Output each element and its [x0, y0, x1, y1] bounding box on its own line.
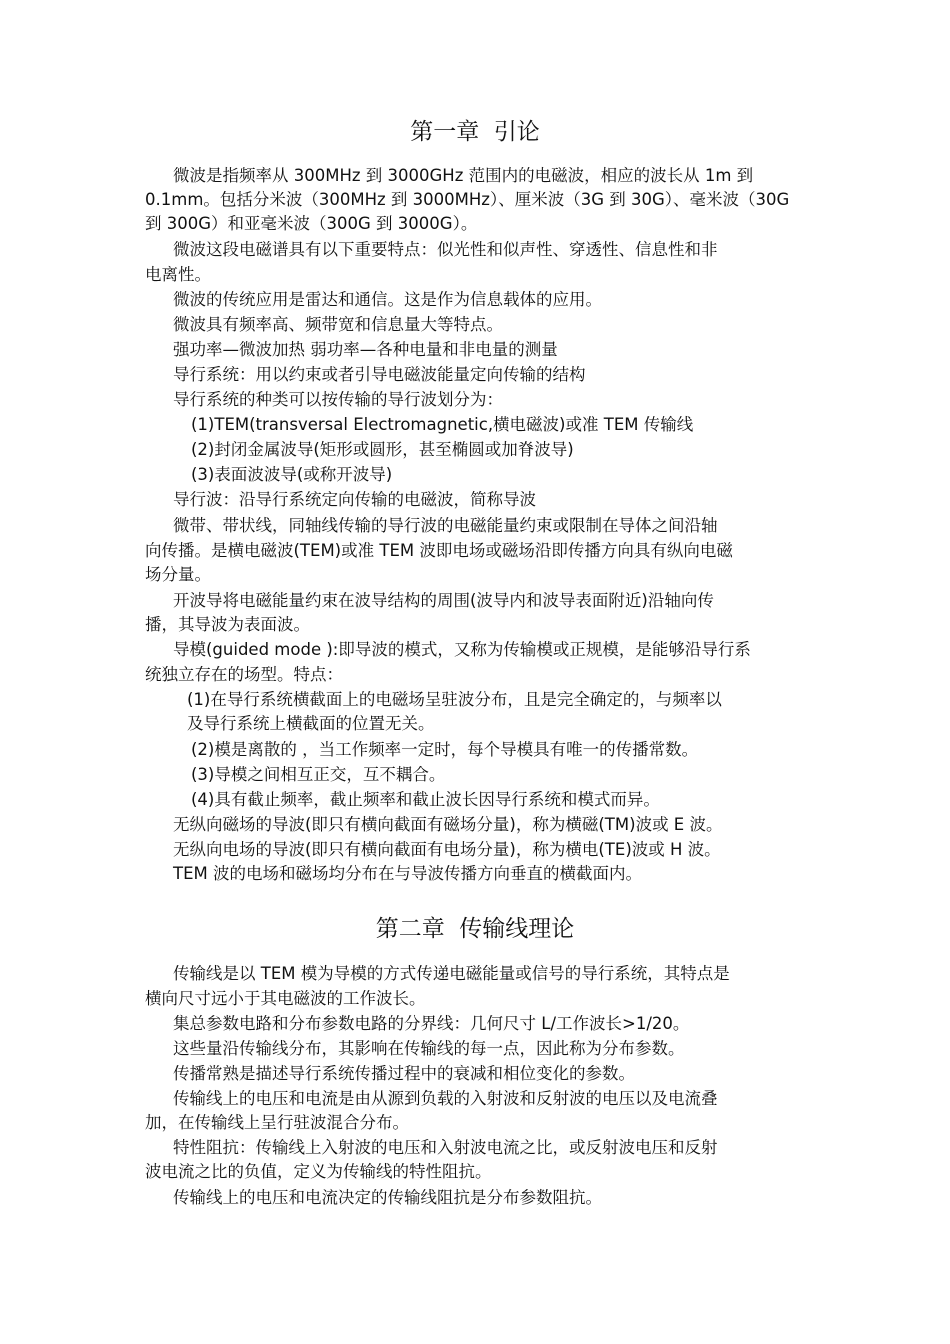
- chapter2-line-7: 加，在传输线上呈行驻波混合分布。: [145, 1113, 409, 1132]
- chapter1-line-19: 播，其导波为表面波。: [145, 615, 310, 634]
- chapter1-line-25: (3)导模之间相互正交，互不耦合。: [191, 765, 446, 784]
- chapter2-line-6: 传输线上的电压和电流是由从源到负载的入射波和反射波的电压以及电流叠: [173, 1089, 718, 1108]
- chapter1-line-15: 微带、带状线，同轴线传输的导行波的电磁能量约束或限制在导体之间沿轴: [173, 516, 718, 535]
- chapter1-line-17: 场分量。: [145, 565, 211, 584]
- chapter1-line-3: 到 300G）和亚毫米波（300G 到 3000G）。: [145, 214, 478, 233]
- chapter2-title: 第二章 传输线理论: [375, 916, 575, 942]
- chapter1-line-24: (2)模是离散的 ，当工作频率一定时，每个导模具有唯一的传播常数。: [191, 740, 699, 759]
- chapter2-line-4: 这些量沿传输线分布，其影响在传输线的每一点，因此称为分布参数。: [173, 1039, 685, 1058]
- chapter2-line-9: 波电流之比的负值，定义为传输线的特性阻抗。: [145, 1162, 492, 1181]
- chapter1-line-14: 导行波：沿导行系统定向传输的电磁波，简称导波: [173, 490, 536, 509]
- chapter1-line-18: 开波导将电磁能量约束在波导结构的周围(波导内和波导表面附近)沿轴向传: [173, 591, 714, 610]
- chapter1-line-23: 及导行系统上横截面的位置无关。: [187, 714, 435, 733]
- chapter1-line-10: 导行系统的种类可以按传输的导行波划分为：: [173, 390, 503, 409]
- chapter1-line-13: (3)表面波波导(或称开波导): [191, 465, 393, 484]
- chapter2-line-8: 特性阻抗：传输线上入射波的电压和入射波电流之比，或反射波电压和反射: [173, 1138, 718, 1157]
- chapter1-line-28: 无纵向电场的导波(即只有横向截面有电场分量)，称为横电(TE)波或 H 波。: [173, 840, 721, 859]
- chapter2-line-2: 横向尺寸远小于其电磁波的工作波长。: [145, 989, 426, 1008]
- chapter1-line-2: 0.1mm。包括分米波（300MHz 到 3000MHz）、厘米波（3G 到 30G）、毫米波（30G: [145, 190, 790, 209]
- chapter1-line-20: 导模(guided mode ):即导波的模式，又称为传输模或正规模，是能够沿导行系: [173, 640, 751, 659]
- chapter1-line-27: 无纵向磁场的导波(即只有横向截面有磁场分量)，称为横磁(TM)波或 E 波。: [173, 815, 723, 834]
- chapter2-line-1: 传输线是以 TEM 模为导模的方式传递电磁能量或信号的导行系统，其特点是: [173, 964, 730, 983]
- chapter1-line-16: 向传播。是横电磁波(TEM)或准 TEM 波即电场或磁场沿即传播方向具有纵向电磁: [145, 541, 733, 560]
- chapter1-title: 第一章 引论: [410, 119, 540, 145]
- chapter1-line-21: 统独立存在的场型。特点：: [145, 665, 343, 684]
- chapter2-line-3: 集总参数电路和分布参数电路的分界线：几何尺寸 L/工作波长>1/20。: [173, 1014, 690, 1033]
- chapter1-line-9: 导行系统：用以约束或者引导电磁波能量定向传输的结构: [173, 365, 586, 384]
- chapter1-line-26: (4)具有截止频率，截止频率和截止波长因导行系统和模式而异。: [191, 790, 660, 809]
- chapter2-line-5: 传播常熟是描述导行系统传播过程中的衰减和相位变化的参数。: [173, 1064, 635, 1083]
- chapter1-line-1: 微波是指频率从 300MHz 到 3000GHz 范围内的电磁波，相应的波长从 1m 到: [173, 166, 754, 185]
- chapter1-line-12: (2)封闭金属波导(矩形或圆形，甚至椭圆或加脊波导): [191, 440, 574, 459]
- chapter1-line-6: 微波的传统应用是雷达和通信。这是作为信息载体的应用。: [173, 290, 602, 309]
- chapter1-line-4: 微波这段电磁谱具有以下重要特点：似光性和似声性、穿透性、信息性和非: [173, 240, 718, 259]
- chapter1-line-11: (1)TEM(transversal Electromagnetic,横电磁波)或准 TEM 传输线: [191, 415, 694, 434]
- chapter2-line-10: 传输线上的电压和电流决定的传输线阻抗是分布参数阻抗。: [173, 1188, 602, 1207]
- chapter1-line-5: 电离性。: [145, 265, 211, 284]
- chapter1-line-29: TEM 波的电场和磁场均分布在与导波传播方向垂直的横截面内。: [173, 864, 642, 883]
- chapter1-line-8: 强功率—微波加热 弱功率—各种电量和非电量的测量: [173, 340, 558, 359]
- chapter1-line-22: (1)在导行系统横截面上的电磁场呈驻波分布，且是完全确定的，与频率以: [187, 690, 722, 709]
- chapter1-line-7: 微波具有频率高、频带宽和信息量大等特点。: [173, 315, 503, 334]
